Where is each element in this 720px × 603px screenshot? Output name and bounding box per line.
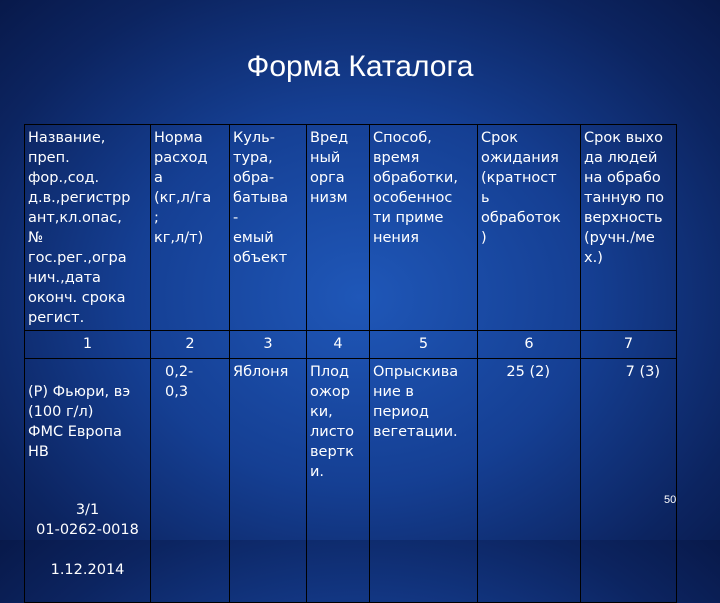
column-number: 4 — [307, 331, 370, 359]
header-cell-rate: Норма расход а (кг,л/га ; кг,л/т) — [151, 125, 230, 331]
column-number: 6 — [478, 331, 581, 359]
registration-number: 3/1 01-0262-0018 — [36, 502, 139, 538]
rate-cell: 0,2- 0,3 — [151, 359, 230, 603]
preparation-cell — [25, 359, 151, 603]
culture-cell: Яблоня — [230, 359, 307, 603]
table-row — [25, 359, 677, 603]
header-cell-pest: Вред ный орга низм — [307, 125, 370, 331]
column-number: 2 — [151, 331, 230, 359]
header-cell-method: Способ, время обработки, особеннос ти приме нения — [370, 125, 478, 331]
header-cell-exit: Срок выхо да людей на обрабо танную по верхность (ручн./ме х.) — [581, 125, 677, 331]
slide-title: Форма Каталога — [246, 50, 474, 83]
header-cell-waiting: Срок ожидания (кратност ь обработок ) — [478, 125, 581, 331]
method-cell: Опрыскива ние в период вегетации. — [370, 359, 478, 603]
preparation-name: (Р) Фьюри, вэ (100 г/л) ФМС Европа НВ — [28, 384, 131, 460]
column-number: 3 — [230, 331, 307, 359]
column-number: 7 — [581, 331, 677, 359]
header-row — [25, 125, 677, 331]
catalog-form-table — [24, 124, 677, 603]
column-number: 5 — [370, 331, 478, 359]
header-cell-culture: Куль- тура, обра- батыва - емый объект — [230, 125, 307, 331]
pest-cell: Плод ожор ки, листо вертк и. — [307, 359, 370, 603]
column-number: 1 — [25, 331, 151, 359]
registration-date: 1.12.2014 — [50, 562, 125, 578]
waiting-period-cell: 25 (2) — [478, 359, 581, 603]
exit-period-cell: 7 (3) — [581, 359, 677, 603]
slide-number: 50 — [664, 494, 677, 506]
column-number-row — [25, 331, 677, 359]
header-cell-name: Название, преп. фор.,сод. д.в.,регистрр ант,кл.опас, № гос.рег.,огра нич.,дата оконч. срока регист. — [25, 125, 151, 331]
